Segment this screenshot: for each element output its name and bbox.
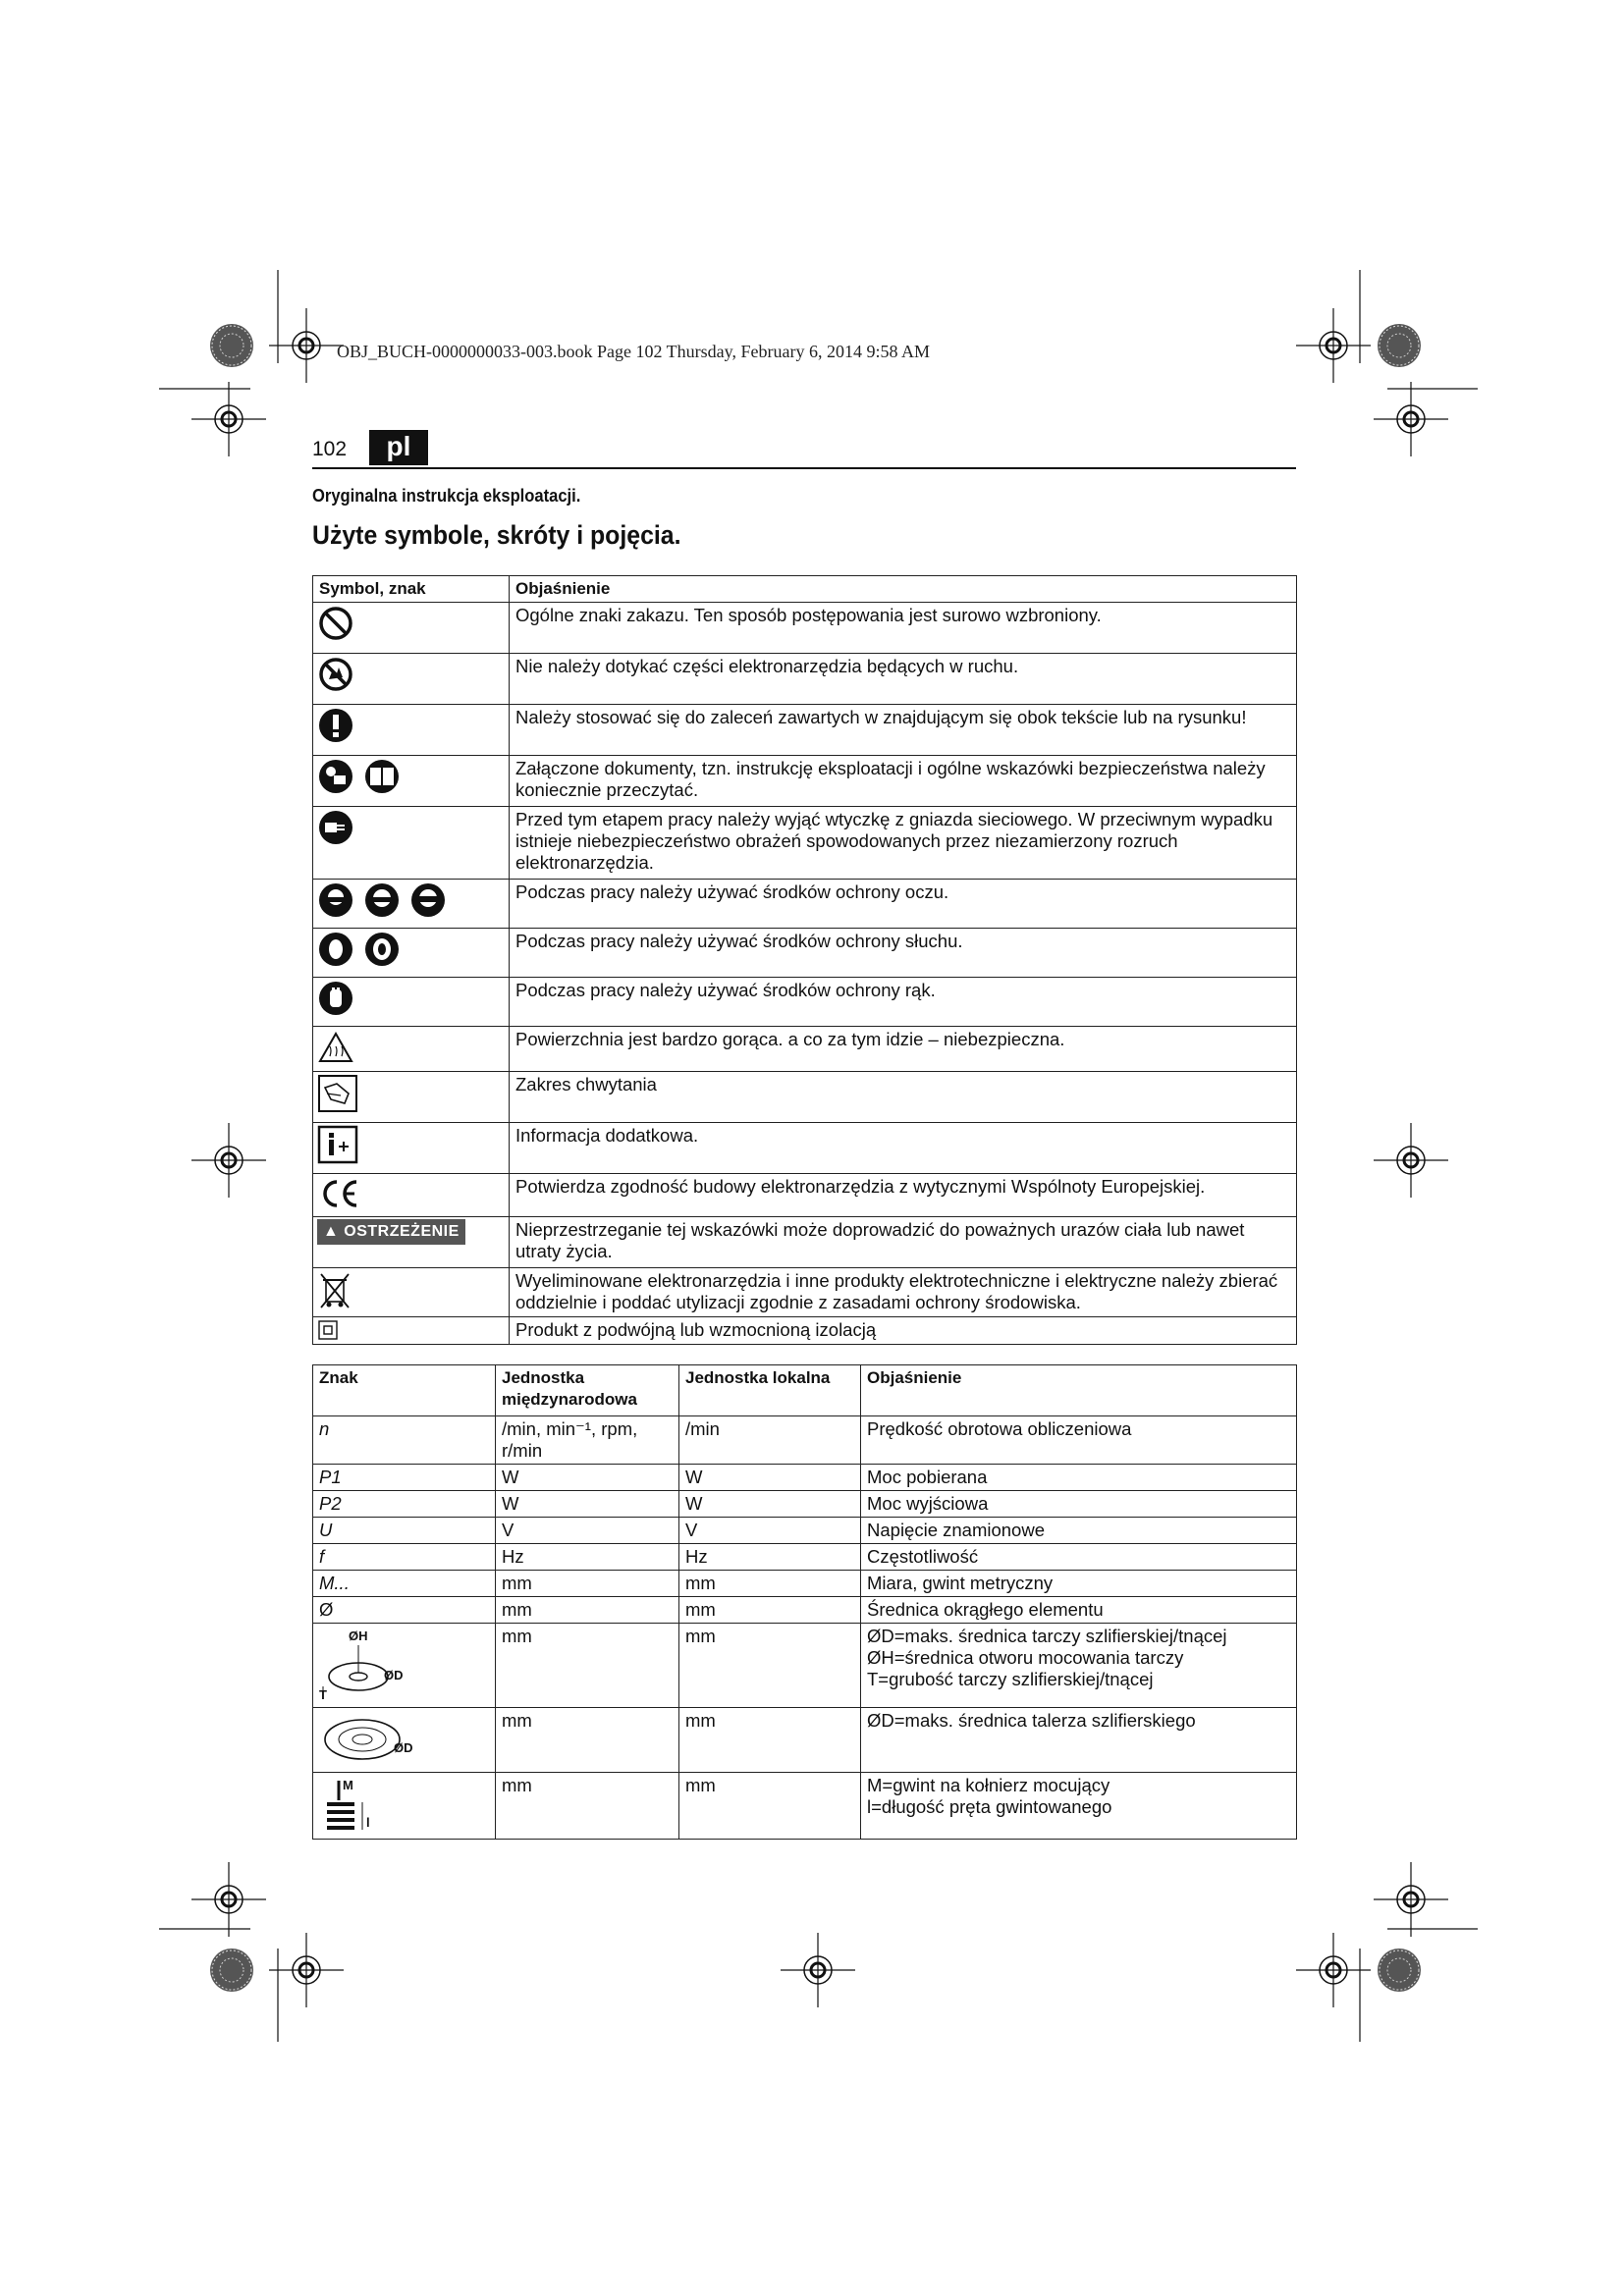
warning-label: ▲ OSTRZEŻENIE (317, 1219, 465, 1245)
symbol-explanation: Załączone dokumenty, tzn. instrukcję eksploatacji i ogólne wskazówki bezpieczeństwa należy koniecznie przeczytać. (510, 756, 1297, 807)
prohibition-icon (317, 605, 354, 642)
symbol-explanation: Zakres chwytania (510, 1072, 1297, 1123)
do-not-touch-icon (317, 656, 354, 693)
table-row (313, 654, 1297, 705)
symbol-explanation: Potwierdza zgodność budowy elektronarzędzia z wytycznymi Wspólnoty Europejskiej. (510, 1174, 1297, 1217)
mandatory-exclamation-icon (317, 707, 354, 744)
symbol-explanation: Ogólne znaki zakazu. Ten sposób postępowania jest surowo wzbroniony. (510, 603, 1297, 654)
symbol-explanation: Powierzchnia jest bardzo gorąca. a co za tym idzie – niebezpieczna. (510, 1027, 1297, 1072)
units-table (312, 1364, 1297, 1840)
table-row (313, 1217, 1297, 1268)
table-row (313, 978, 1297, 1027)
info-icon (317, 1125, 358, 1164)
units-table-header (313, 1365, 1297, 1416)
ce-mark-icon (317, 1176, 360, 1211)
table-row: ØD mm mm ØD=maks. średnica talerza szlifierskiego (313, 1708, 1297, 1773)
table-row (313, 807, 1297, 880)
page-number: 102 (312, 438, 348, 460)
table-row (313, 880, 1297, 929)
table-row: U V V Napięcie znamionowe (313, 1518, 1297, 1544)
symbol-explanation: Informacja dodatkowa. (510, 1123, 1297, 1174)
header-sign: Znak (313, 1365, 496, 1416)
header-symbol: Symbol, znak (313, 576, 510, 603)
table-row: M l mm mm M=gwint na kołnierz mocujący l=długość pręta gwintowanego (313, 1773, 1297, 1840)
section-title: Użyte symbole, skróty i pojęcia. (312, 520, 681, 550)
symbol-explanation: Podczas pracy należy używać środków ochrony słuchu. (510, 929, 1297, 978)
table-row (313, 1123, 1297, 1174)
table-row (313, 929, 1297, 978)
diagram-label-oh: ØH (349, 1629, 368, 1643)
symbol-explanation: Podczas pracy należy używać środków ochrony rąk. (510, 978, 1297, 1027)
table-row (313, 1317, 1297, 1345)
language-tab: pl (369, 430, 428, 465)
symbol-explanation: Wyeliminowane elektronarzędzia i inne produkty elektrotechniczne i elektryczne należy zbierać oddzielnie i poddać utylizacji zgodnie z zasadami ochrony środowiska. (510, 1268, 1297, 1317)
table-row (313, 603, 1297, 654)
diagram-label-l: l (366, 1815, 370, 1830)
symbol-explanation: Należy stosować się do zaleceń zawartych w znajdującym się obok tekście lub na rysunku! (510, 705, 1297, 756)
table-row (313, 756, 1297, 807)
table-row: P2 W W Moc wyjściowa (313, 1491, 1297, 1518)
diagram-label-t: T (319, 1687, 327, 1702)
header-rule (312, 467, 1296, 469)
table-row (313, 1174, 1297, 1217)
unplug-icon (317, 809, 354, 846)
symbol-explanation: Produkt z podwójną lub wzmocnioną izolacją (510, 1317, 1297, 1345)
grip-area-icon (317, 1074, 358, 1113)
ear-protection-icon (317, 931, 409, 968)
read-manual-icon (317, 758, 409, 795)
table-row: n /min, min⁻¹, rpm, r/min /min Prędkość obrotowa obliczeniowa (313, 1416, 1297, 1465)
table-row: P1 W W Moc pobierana (313, 1465, 1297, 1491)
diagram-label-od: ØD (394, 1740, 413, 1755)
header-local-unit: Jednostka lokalna (679, 1365, 861, 1416)
table-row (313, 705, 1297, 756)
diagram-label-od: ØD (384, 1668, 404, 1682)
table-row (313, 1027, 1297, 1072)
cutting-disc-diagram (319, 1626, 407, 1704)
document-subtitle: Oryginalna instrukcja eksploatacji. (312, 486, 581, 506)
header-explanation: Objaśnienie (861, 1365, 1297, 1416)
symbol-explanation: Przed tym etapem pracy należy wyjąć wtyczkę z gniazda sieciowego. W przeciwnym wypadku istnieje niebezpieczeństwo obrażeń spowodowanych przez niezamierzony rozruch elektronarzędzia. (510, 807, 1297, 880)
eye-protection-icon (317, 881, 455, 919)
symbols-table (312, 575, 1297, 1345)
hot-surface-icon (317, 1029, 354, 1066)
weee-bin-icon (317, 1270, 352, 1311)
double-insulation-icon (317, 1319, 341, 1341)
spindle-thread-diagram (319, 1775, 388, 1836)
diagram-label-m: M (343, 1778, 353, 1792)
symbol-explanation: Nie należy dotykać części elektronarzędzia będących w ruchu. (510, 654, 1297, 705)
table-row: ØH ØD T mm mm ØD=maks. średnica tarczy szlifierskiej/tnącej ØH=średnica otworu mocowania tarczy T=grubość tarczy szlifierskiej/tnącej (313, 1624, 1297, 1708)
table-row: f Hz Hz Częstotliwość (313, 1544, 1297, 1571)
table-row: M... mm mm Miara, gwint metryczny (313, 1571, 1297, 1597)
header-intl-unit: Jednostka międzynarodowa (496, 1365, 679, 1416)
sanding-pad-diagram (319, 1710, 417, 1767)
symbols-table-header (313, 576, 1297, 603)
symbol-explanation: Nieprzestrzeganie tej wskazówki może doprowadzić do poważnych urazów ciała lub nawet utraty życia. (510, 1217, 1297, 1268)
table-row (313, 1268, 1297, 1317)
hand-protection-icon (317, 980, 354, 1017)
table-row (313, 1072, 1297, 1123)
book-info-line: OBJ_BUCH-0000000033-003.book Page 102 Thursday, February 6, 2014 9:58 AM (337, 342, 930, 361)
table-row: Ø mm mm Średnica okrągłego elementu (313, 1597, 1297, 1624)
header-explanation: Objaśnienie (510, 576, 1297, 603)
symbol-explanation: Podczas pracy należy używać środków ochrony oczu. (510, 880, 1297, 929)
